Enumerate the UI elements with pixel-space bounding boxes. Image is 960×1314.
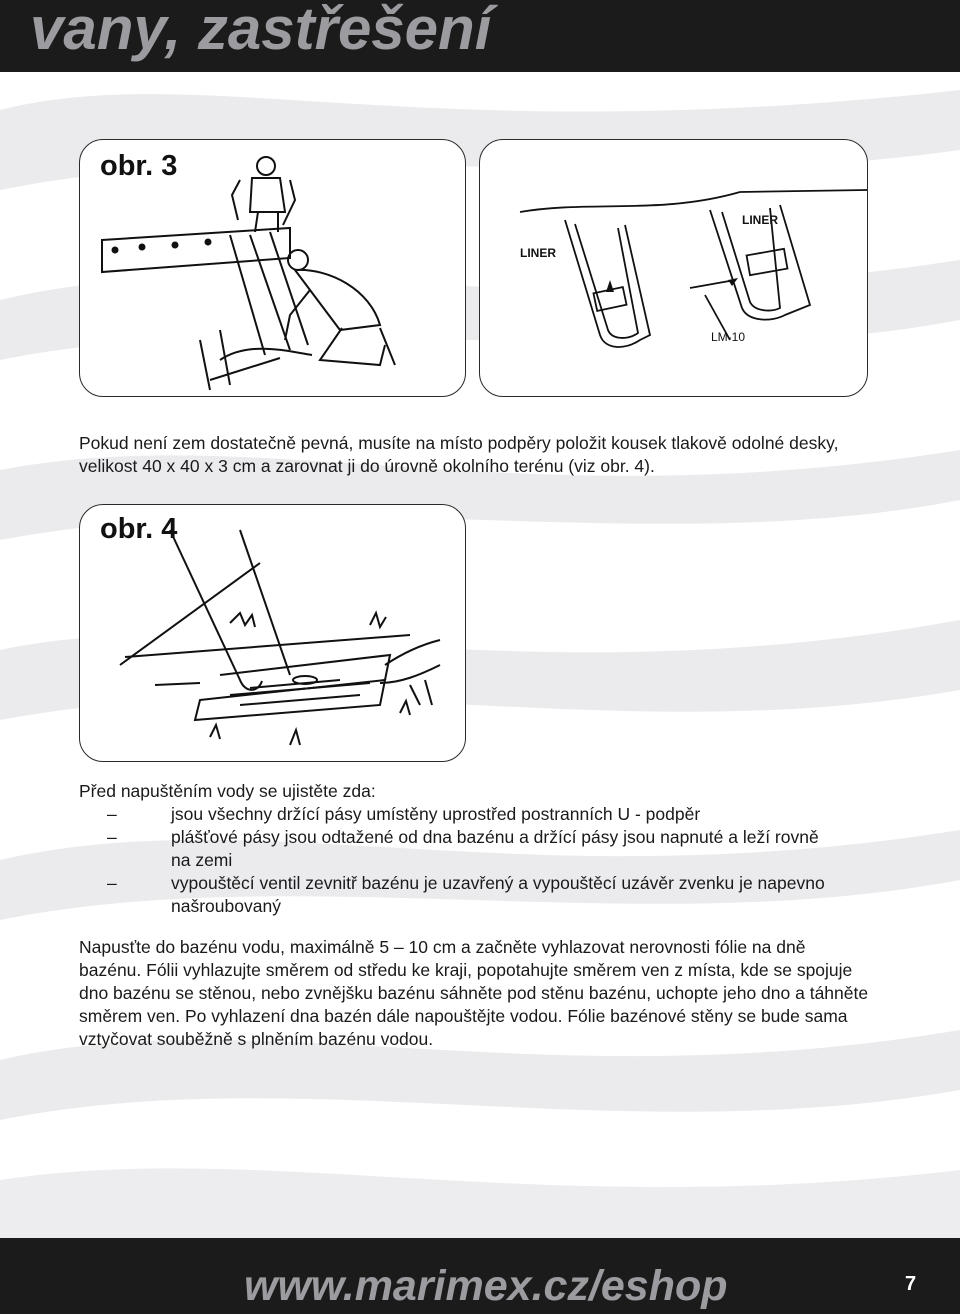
- callout-liner-right: LINER: [742, 213, 778, 227]
- list-item: [79, 803, 879, 826]
- figure-3-label: obr. 3: [100, 150, 178, 182]
- figure-3: [79, 139, 466, 397]
- list-item-text: plášťové pásy jsou odtažené od dna bazénu a držící pásy jsou napnuté a leží rovně na zemi: [171, 827, 819, 870]
- figure-4: [79, 504, 466, 762]
- list-item: [79, 872, 851, 918]
- list-dash: –: [107, 827, 117, 847]
- checklist: [79, 780, 879, 918]
- list-dash: –: [107, 873, 117, 893]
- list-item: [79, 826, 831, 872]
- callout-liner-left: LINER: [520, 246, 556, 260]
- paragraph-ground-support: Pokud není zem dostatečně pevná, musíte na místo podpěry položit kousek tlakově odolné desky, velikost 40 x 40 x 3 cm a zarovnat ji do úrovně okolního terénu (viz obr. 4).: [79, 433, 839, 476]
- page-title: vany, zastřešení: [30, 0, 492, 62]
- list-item-text: vypouštěcí ventil zevnitř bazénu je uzavřený a vypouštěcí uzávěr zvenku je napevno našroubovaný: [171, 873, 825, 916]
- callout-lm-10: LM-10: [711, 330, 746, 344]
- figure-3-detail: [479, 139, 868, 397]
- figure-3-detail-illustration: [480, 140, 867, 396]
- footer-website-link[interactable]: www.marimex.cz/eshop: [244, 1262, 728, 1310]
- list-dash: –: [107, 804, 117, 824]
- figure-4-illustration: [80, 505, 465, 761]
- figure-4-label: obr. 4: [100, 513, 178, 545]
- figure-3-illustration-people: [80, 140, 465, 396]
- checklist-intro: Před napuštěním vody se ujistěte zda:: [79, 781, 376, 801]
- page-number: 7: [905, 1273, 917, 1295]
- paragraph-filling-instructions: Napusťte do bazénu vodu, maximálně 5 – 10 cm a začněte vyhlazovat nerovnosti fólie na dně bazénu. Fólii vyhlazujte směrem od středu ke kraji, popotahujte směrem ven z místa, kde se spojuje dno bazénu se stěnou, nebo zvnějšku bazénu sáhněte pod stěnu bazénu, uchopte jeho dno a táhněte směrem ven. Po vyhlazení dna bazén dále napouštějte vodou. Fólie bazénové stěny se bude sama vztyčovat souběžně s plněním bazénu vodou.: [79, 937, 869, 1049]
- list-item-text: jsou všechny držící pásy umístěny uprostřed postranních U - podpěr: [171, 804, 701, 824]
